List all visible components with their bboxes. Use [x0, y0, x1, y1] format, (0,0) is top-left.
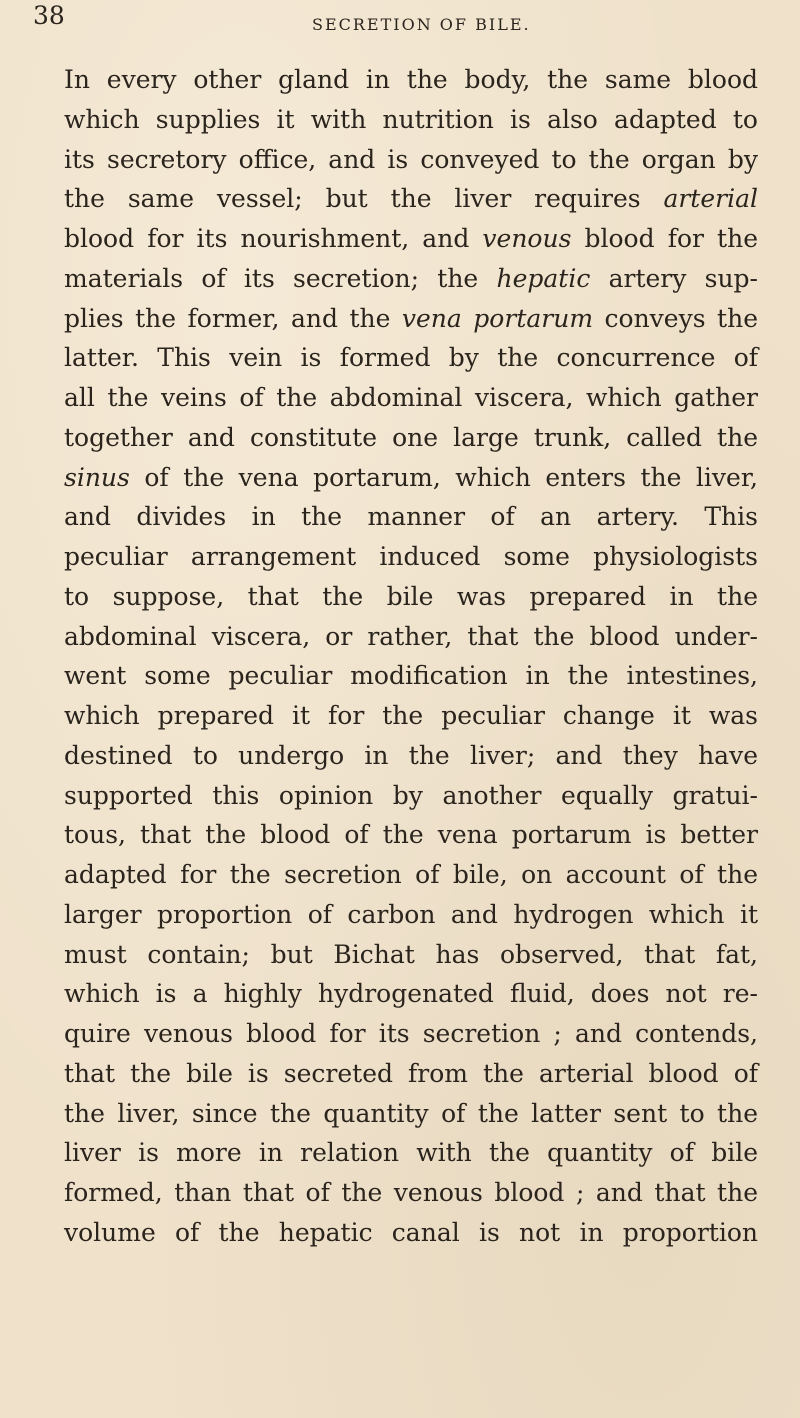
text-line: which supplies it with nutrition is also adapted to — [64, 104, 758, 134]
text-line: materials of its secretion; the hepatic artery sup- — [64, 263, 758, 293]
text-line: quire venous blood for its secretion ; and contends, — [64, 1019, 758, 1048]
text-line: tous, that the blood of the vena portarum is better — [64, 820, 758, 850]
text-line: blood for its nourishment, and venous blood for the — [64, 224, 758, 253]
italic-term: hepatic — [496, 263, 591, 293]
text-line: liver is more in relation with the quantity of bile — [64, 1138, 758, 1168]
text-line: which prepared it for the peculiar change it was — [64, 701, 758, 730]
text-line: supported this opinion by another equally gratui- — [64, 780, 758, 810]
text-line: together and constitute one large trunk, called the — [64, 422, 758, 452]
text-line: the liver, since the quantity of the latter sent to the — [64, 1098, 758, 1128]
text-line: went some peculiar modification in the intestines, — [64, 661, 758, 691]
text-line: sinus of the vena portarum, which enters the liver, — [64, 462, 758, 492]
text-line: plies the former, and the vena portarum conveys the — [64, 303, 758, 333]
text-line: the same vessel; but the liver requires arterial — [64, 184, 758, 214]
text-line: destined to undergo in the liver; and they have — [64, 740, 758, 770]
text-line: peculiar arrangement induced some physiologists — [64, 542, 758, 571]
text-line: abdominal viscera, or rather, that the blood under- — [64, 621, 758, 651]
text-line: to suppose, that the bile was prepared in the — [64, 581, 758, 611]
page-number: 38 — [33, 1, 65, 30]
running-head: SECRETION OF BILE. — [312, 15, 531, 34]
italic-term: arterial — [663, 184, 758, 214]
text-line: volume of the hepatic canal is not in proportion — [64, 1217, 758, 1247]
text-line: all the veins of the abdominal viscera, which gather — [64, 383, 758, 412]
italic-term: vena portarum — [401, 303, 594, 333]
text-line: its secretory office, and is conveyed to the organ by — [64, 144, 758, 174]
text-line: adapted for the secretion of bile, on account of the — [64, 860, 758, 889]
text-line: must contain; but Bichat has observed, that fat, — [64, 939, 758, 969]
italic-term: sinus — [64, 462, 130, 492]
italic-term: venous — [482, 224, 572, 253]
text-line: formed, than that of the venous blood ; and that the — [64, 1178, 758, 1207]
text-line: In every other gland in the body, the same blood — [64, 65, 758, 94]
text-line: that the bile is secreted from the arterial blood of — [64, 1058, 758, 1088]
text-line: latter. This vein is formed by the concurrence of — [64, 343, 758, 373]
body-text — [64, 60, 758, 1253]
text-line: larger proportion of carbon and hydrogen which it — [64, 899, 758, 929]
text-line: and divides in the manner of an artery. This — [64, 502, 758, 532]
text-line: which is a highly hydrogenated fluid, does not re- — [64, 979, 758, 1009]
